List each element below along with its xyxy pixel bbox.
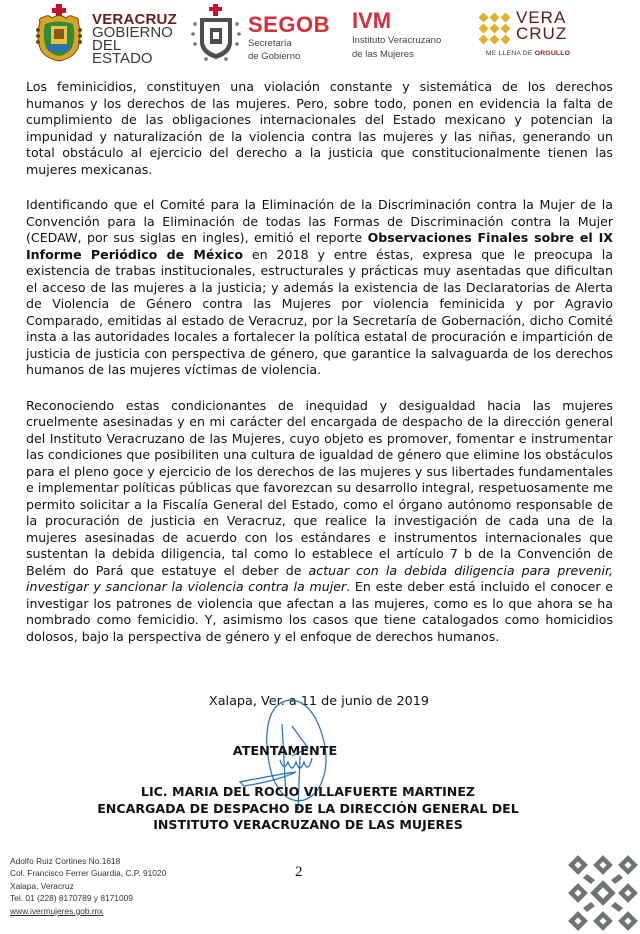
page-number: 2 [295,864,303,880]
brand-tagline-emphasis: ORGULLO [534,50,571,57]
ivm-subtitle-1: Instituto Veracruzano [352,35,442,46]
website-link[interactable]: www.ivermujeres.gob.mx [10,905,104,916]
closing-salutation [0,744,640,759]
ivm-title: IVM [352,8,392,33]
brand-tagline [478,50,578,57]
paragraph-solicitud-part2: . En este deber está incluido el conocer e investigar los patrones de violencia que afectan a las mujeres, como es lo que ahora se ha nombrado como femicidio. Y, asimismo los casos que tiene catalogados como homicidios dolosos, bajo la perspectiva de género y el enfoque de derechos humanos. [26,579,613,644]
signer-title: ENCARGADA DE DESPACHO DE LA DIRECCIÓN GENERAL DEL [97,800,519,816]
address-line: Adolfo Ruiz Cortines No.1618 [10,856,121,866]
phone-line: Tel. 01 (228) 8170789 y 8171009 [10,893,133,904]
ivm-logo [352,10,472,60]
paragraph-solicitud [26,398,613,646]
segob-subtitle-1: Secretaría [248,38,292,49]
address-line: Xalapa, Veracruz [10,880,74,891]
salutation-text: ATENTAMENTE [232,744,338,759]
veracruz-ornament-icon [565,852,640,934]
veracruz-gobierno-logo [34,4,184,67]
date-text: Xalapa, Ver. a 11 de junio de 2019 [208,694,430,709]
belem-do-para-quote: actuar con la debida diligencia para prevenir, investigar y sancionar la violencia contra la mujer [26,562,613,594]
paragraph-feminicidios: Los feminicidios, constituyen una violación constante y sistemática de los derechos humanos y los derechos de las mujeres. Pero, sobre todo, ponen en evidencia la falta de cumplimiento de las obligaciones internacionales del Estado mexicano y potencian la impunidad y naturalización de la violencia contra las mujeres y las niñas, generando un total obstáculo al ejercicio del derecho a la justicia que constitucionalmente tienen las mujeres mexicanas. [26,79,613,177]
paragraph-cedaw [26,197,613,379]
address-line: Col. Francisco Ferrer Guardia, C.P. 91020 [10,868,167,879]
veracruz-brand-wordmark [516,10,567,42]
segob-subtitle-2: de Gobierno [248,51,301,62]
gob-line-1: VERACRUZ [92,11,177,28]
footer-address [10,855,166,917]
paragraph-solicitud-part1: Reconociendo estas condicionantes de inequidad y desigualdad hacia las mujeres cruelmente asesinadas y en mi carácter del encargada de despacho de la dirección general del Instituto Veracruzano de las Mujeres, cuyo objeto es promover, fomentar e instrumentar las condiciones que posibiliten una cultura de igualdad de género que elimine los obstáculos para el pleno goce y ejercicio de los derechos de las mujeres y sus libertades fundamentales e implementar políticas públicas que favorezcan su desarrollo integral, respetuosamente me permito solicitar a la Fiscalía General del Estado, como el órgano autónomo responsable de la procuración de justicia en Veracruz, que realice la investigación de cada una de la mujeres asesinadas de acuerdo con los estándares e instrumentos internacionales que sustentan la debida diligencia, tal como lo establece el artículo 7 b de la Convención de Belém do Pará que estatuye el deber de [26,397,613,578]
signer-block [0,784,640,834]
paragraph-cedaw-part2: en 2018 y entre éstas, expresa que le preocupa la existencia de trabas institucionales, estructurales y prácticas muy asentadas que dificultan el acceso de las mujeres a la justicia; y además la existencia de las Declaratorias de Alerta de Violencia de Género contra las Mujeres por violencia feminicida y por Agravio Comparado, emitidas al estado de Veracruz, por la Secretaría de Gobernación, dicho Comité insta a las autoridades locales a fortalecer la política estatal de procuración e impartición de justicia de justicia con perspectiva de género, que garantice la salvaguarda de los derechos humanos de las mujeres víctimas de violencia. [26,246,613,377]
veracruz-coat-of-arms-icon [34,4,84,62]
signer-name: LIC. MARIA DEL ROCIO VILLAFUERTE MARTINEZ [140,784,476,799]
segob-logo [190,4,330,62]
segob-title: SEGOB [248,12,330,37]
veracruz-gobierno-wordmark [92,13,184,65]
veracruz-pattern-icon [478,12,512,46]
gob-line-2: GOBIERNO [92,24,173,41]
paragraph-cedaw-part1: Identificando que el Comité para la Eliminación de la Discriminación contra la Mujer de la Convención para la Eliminación de todas las Formas de Discriminación contra la Mujer (CEDAW, por sus siglas en ingles), emitió el reporte [26,197,613,245]
segob-wordmark [248,14,330,62]
report-title: Observaciones Finales sobre el IX Informe Periódico de México [26,230,613,262]
letterhead [0,0,640,66]
signer-institution: INSTITUTO VERACRUZANO DE LAS MUJERES [153,817,463,833]
ivm-subtitle-2: de las Mujeres [352,49,414,60]
veracruz-brand-logo [478,8,578,64]
gob-line-3: DEL ESTADO [92,37,153,67]
brand-line-1: VERA [516,8,567,27]
brand-line-2: CRUZ [516,24,568,43]
segob-shield-icon [190,4,242,62]
brand-tagline-prefix: ME LLENA DE [485,50,535,57]
letter-body [26,79,613,645]
